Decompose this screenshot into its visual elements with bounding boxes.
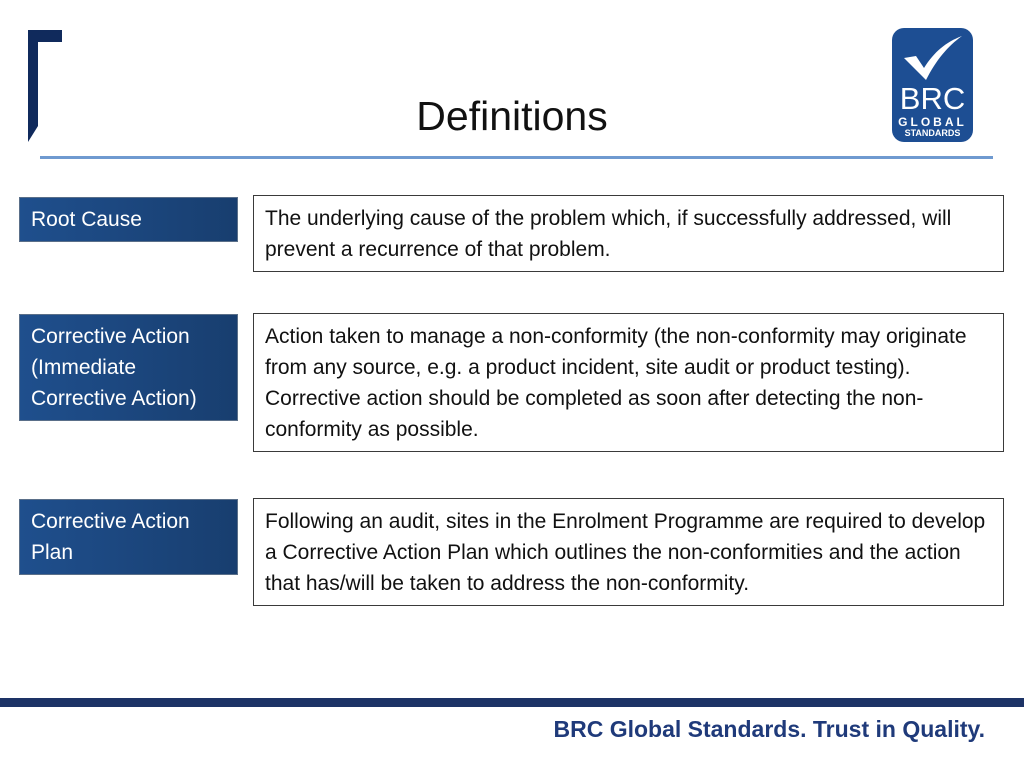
logo-brc-text: BRC xyxy=(899,81,966,116)
slide-title: Definitions xyxy=(416,93,608,139)
term-root-cause: Root Cause xyxy=(19,197,238,242)
brc-logo xyxy=(892,28,973,142)
definition-corrective-action: Action taken to manage a non-conformity (the non-conformity may originate from any source, e.g. a product incident, site audit or product testing). Corrective action should be completed as soon after detecting the non-conformity as possible. xyxy=(253,313,1004,452)
logo-global-text: GLOBAL xyxy=(898,115,967,129)
checkmark-icon xyxy=(900,34,966,84)
title-divider xyxy=(40,156,993,159)
definition-corrective-action-plan: Following an audit, sites in the Enrolment Programme are required to develop a Corrective Action Plan which outlines the non-conformities and the action that has/will be taken to address the non-conformity. xyxy=(253,498,1004,606)
term-corrective-action-plan: Corrective Action Plan xyxy=(19,499,238,575)
footer-bar xyxy=(0,698,1024,707)
footer-tagline: BRC Global Standards. Trust in Quality. xyxy=(553,716,985,742)
definition-root-cause: The underlying cause of the problem which, if successfully addressed, will prevent a recurrence of that problem. xyxy=(253,195,1004,272)
term-corrective-action: Corrective Action (Immediate Corrective Action) xyxy=(19,314,238,421)
logo-standards-text: STANDARDS xyxy=(904,128,961,138)
